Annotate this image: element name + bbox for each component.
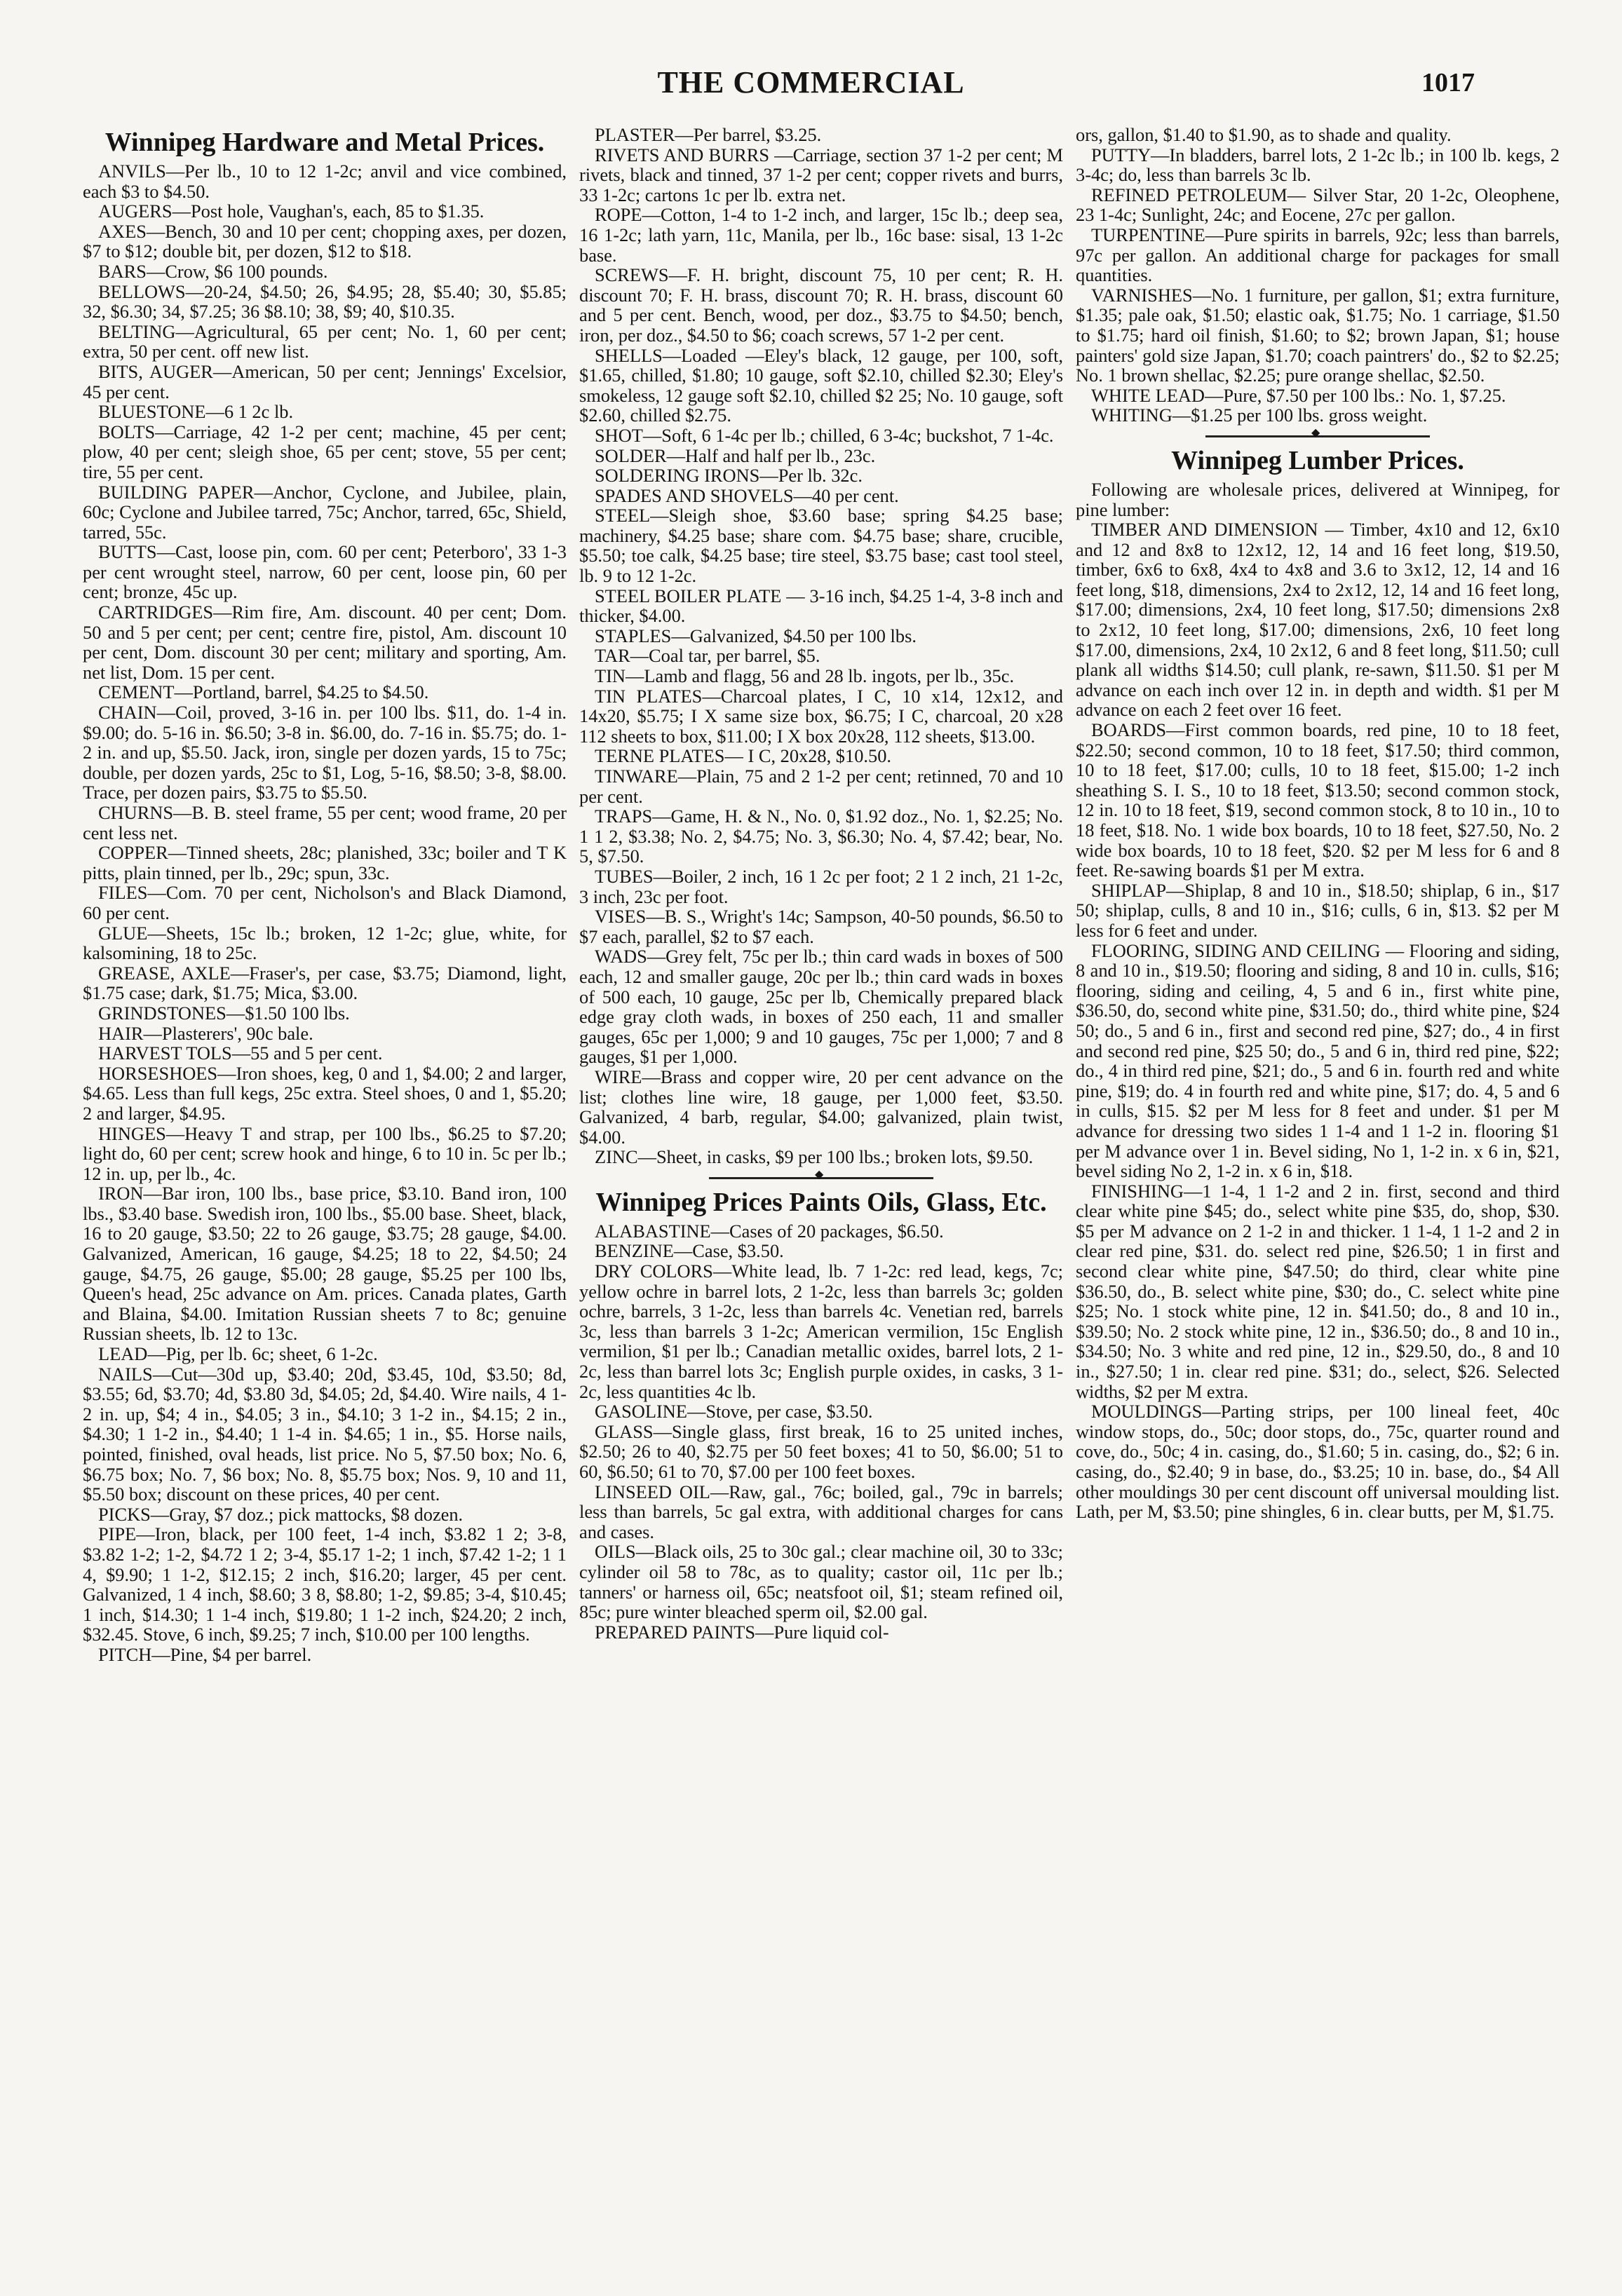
- price-entry: COPPER—Tinned sheets, 28c; planished, 33c; boiler and T K pitts, plain tinned, per lb., 29c; spun, 33c.: [83, 842, 567, 883]
- price-entry: TUBES—Boiler, 2 inch, 16 1 2c per foot; 2 1 2 inch, 21 1-2c, 3 inch, 23c per foot.: [579, 865, 1063, 907]
- price-entry: NAILS—Cut—30d up, $3.40; 20d, $3.45, 10d, $3.50; 8d, $3.55; 6d, $3.70; 4d, $3.80 3d, $4.05; 2d, $4.40. Wire nails, 4 1-2 in. up, $4; 4 in., $4.05; 3 in., $4.10; 3 1-2 in., $4.15; 2 in., $4.30; 1 1-2 in., $4.40; 1 1-4 in. $4.65; 1 in., $5. Horse nails, pointed, finished, oval heads, list price. No 5, $7.50 box; No. 6, $6.75 box; No. 7, $6 box; No. 8, $5.75 box; Nos. 9, 10 and 11, $5.50 box; discount on these prices, 40 per cent.: [83, 1363, 567, 1505]
- price-entry: BARS—Crow, $6 100 pounds.: [98, 260, 328, 282]
- section-title-paints: Winnipeg Prices Paints Oils, Glass, Etc.: [595, 1187, 1047, 1217]
- price-entry: STEEL—Sleigh shoe, $3.60 base; spring $4.25 base; machinery, $4.25 base; share com. $4.75 base; share, crucible, $5.50; toe calk, $4.25 base; tire steel, $3.75 base; cast tool steel, lb. 9 to 12 1-2c.: [579, 505, 1063, 587]
- price-entry: FLOORING, SIDING AND CEILING — Flooring and siding, 8 and 10 in., $19.50; flooring and siding, 8 and 10 in. culls, $16; flooring, siding and ceiling, 4, 5 and 6 in., first white pine, $36.50, do, second white pine, $31.50; do., third white pine, $24 50; do., 5 and 6 in., first and second red pine, $27; do., 4 in first and second red pine, $25 50; do., 5 and 6 in, third red pine, $22; do., 4 in third red pine, $21; do., 5 and 6 in. fourth red and white pine, $19; do. 4 in fourth red and white pine, $17; do. 4, 5 and 6 in culls, $15. $2 per M less for 8 feet and under. $1 per M advance for dressing two sides 1 1-4 and 1 1-2 in. flooring $1 per M advance over 1 in. Bevel siding, No 1, 1-2 in. x 6 in, $21, bevel siding No 2, 1-2 in. x 6 in, $18.: [1076, 939, 1560, 1182]
- price-entry: SHOT—Soft, 6 1-4c per lb.; chilled, 6 3-4c; buckshot, 7 1-4c.: [595, 424, 1054, 446]
- price-entry: BOLTS—Carriage, 42 1-2 per cent; machine, 45 per cent; plow, 40 per cent; sleigh shoe, 65 per cent; stove, 55 per cent; tire, 55 per cent.: [83, 421, 567, 482]
- price-entry: FILES—Com. 70 per cent, Nicholson's and Black Diamond, 60 per cent.: [83, 882, 567, 923]
- section-divider: [709, 1177, 933, 1179]
- price-entry: STAPLES—Galvanized, $4.50 per 100 lbs.: [595, 625, 917, 646]
- section-divider: [1205, 435, 1430, 437]
- hardware-price-list: [83, 161, 567, 1665]
- price-entry: HARVEST TOLS—55 and 5 per cent.: [98, 1042, 383, 1064]
- paints-continued-text: ors, gallon, $1.40 to $1.90, as to shade and quality.: [1076, 125, 1452, 145]
- price-entry: BENZINE—Case, $3.50.: [595, 1240, 784, 1262]
- lumber-price-list: [1076, 519, 1560, 1522]
- price-entry: HINGES—Heavy T and strap, per 100 lbs., $6.25 to $7.20; light do, 60 per cent; screw hook and hinge, 6 to 10 in. 5c per lb.; 12 in. up, per lb., 4c.: [83, 1122, 567, 1184]
- price-entry: VARNISHES—No. 1 furniture, per gallon, $1; extra furniture, $1.35; pale oak, $1.50; elastic oak, $1.75; No. 1 carriage, $1.50 to $1.75; hard oil finish, $1.60; to $2; brown Japan, $1; house painters' gold size Japan, $1.70; coach paintrers' do., $2 to $2.25; No. 1 brown shellac, $2.25; pure orange shellac, $2.50.: [1076, 284, 1560, 386]
- price-entry: GASOLINE—Stove, per case, $3.50.: [595, 1401, 873, 1422]
- price-entry: TAR—Coal tar, per barrel, $5.: [595, 645, 820, 667]
- column-hardware: [83, 125, 567, 2270]
- price-entry: FINISHING—1 1-4, 1 1-2 and 2 in. first, second and third clear white pine $45; do., select white pine $35, do, shop, $30. $5 per M advance on 2 1-2 in and thicker. 1 1-4, 1 1-2 and 2 in clear red pine, $31. do. select red pine, $26.50; 1 in first and second clear white pine, $47.50; do third, clear white pine $36.50, do., B. select white pine, $30; do., C. select white pine $25; No. 1 stock white pine, 12 in. $41.50; do., 8 and 10 in., $39.50; No. 2 stock white pine, 12 in., $36.50; do., 8 and 10 in., $34.50; No. 3 white and red pine, 12 in., $29.50, do., 8 and 10 in., $27.50; 1 in. clear red pine. $31; do., select, $26. Selected widths, $2 per M extra.: [1076, 1180, 1560, 1402]
- price-entry: SPADES AND SHOVELS—40 per cent.: [595, 484, 899, 506]
- price-entry: LINSEED OIL—Raw, gal., 76c; boiled, gal., 79c in barrels; less than barrels, 5c gal extra, with additional charges for cans and cases.: [579, 1481, 1063, 1542]
- price-entry: BUILDING PAPER—Anchor, Cyclone, and Jubilee, plain, 60c; Cyclone and Jubilee tarred, 75c; Anchor, tarred, 65c, Shield, tarred, 55c.: [83, 481, 567, 543]
- price-entry: HAIR—Plasterers', 90c bale.: [98, 1022, 313, 1044]
- price-entry: GLUE—Sheets, 15c lb.; broken, 12 1-2c; glue, white, for kalsomining, 18 to 25c.: [83, 922, 567, 964]
- price-entry: SCREWS—F. H. bright, discount 75, 10 per cent; R. H. discount 70; F. H. brass, discount 70; R. H. brass, discount 60 and 5 per cent. Bench, wood, per doz., $3.75 to $4.50; bench, iron, per doz., $4.50 to $6; coach screws, 57 1-2 per cent.: [579, 264, 1063, 346]
- price-entry: WIRE—Brass and copper wire, 20 per cent advance on the list; clothes line wire, 18 gauge, per 1,000 feet, $3.50. Galvanized, 4 barb, regular, $4.00; galvanized, plain twist, $4.00.: [579, 1066, 1063, 1148]
- section-title-hardware: Winnipeg Hardware and Metal Prices.: [104, 128, 545, 157]
- price-entry: ANVILS—Per lb., 10 to 12 1-2c; anvil and vice combined, each $3 to $4.50.: [83, 161, 567, 202]
- price-entry: TURPENTINE—Pure spirits in barrels, 92c; less than barrels, 97c per gallon. An additional charge for packages for small quantities.: [1076, 224, 1560, 286]
- price-entry: GLASS—Single glass, first break, 16 to 25 united inches, $2.50; 26 to 40, $2.75 per 50 feet boxes; 41 to 50, $6.00; 51 to 60, $6.50; 61 to 70, $7.00 per 100 feet boxes.: [579, 1420, 1063, 1482]
- paints-price-list-continued: [1076, 145, 1560, 426]
- page-header-title: THE COMMERCIAL: [657, 65, 965, 100]
- price-entry: TIN—Lamb and flagg, 56 and 28 lb. ingots, per lb., 35c.: [595, 665, 1015, 687]
- price-entry: PICKS—Gray, $7 doz.; pick mattocks, $8 dozen.: [98, 1503, 464, 1525]
- price-entry: BUTTS—Cast, loose pin, com. 60 per cent; Peterboro', 33 1-3 per cent wrought steel, narrow, 60 per cent, loose pin, 60 per cent; bronze, 45c up.: [83, 541, 567, 603]
- price-entry: TERNE PLATES— I C, 20x28, $10.50.: [595, 745, 891, 767]
- price-entry: GREASE, AXLE—Fraser's, per case, $3.75; Diamond, light, $1.75 case; dark, $1.75; Mica, $3.00.: [83, 962, 567, 1004]
- column-hardware-continued: [579, 125, 1063, 2270]
- price-entry: TRAPS—Game, H. & N., No. 0, $1.92 doz., No. 1, $2.25; No. 1 1 2, $3.38; No. 2, $4.75; No. 3, $6.30; No. 4, $7.42; bear, No. 5, $7.50.: [579, 806, 1063, 867]
- price-entry: VISES—B. S., Wright's 14c; Sampson, 40-50 pounds, $6.50 to $7 each, parallel, $2 to $7 each.: [579, 906, 1063, 947]
- price-entry: TIMBER AND DIMENSION — Timber, 4x10 and 12, 6x10 and 12 and 8x8 to 12x12, 12, 14 and 16 feet long, $19.50, timber, 6x6 to 6x8, 4x4 to 4x8 and 3.6 to 3x12, 12, 14 and 16 feet long, $18, dimensions, 2x4 to 2x12, 12, 14 and 16 feet long, $17.00; dimensions, 2x4, 10 feet long, $17.50; dimensions 2x8 to 2x12, 10 feet long, $17.00; dimensions, 2x6, 10 feet long $17.00, dimensions, 2x4, 10 2x12, 6 and 8 feet long, $11.50; cull plank all widths $14.50; cull plank, re-sawn, $11.50. $1 per M advance on each inch over 12 in. in depth and width. $1 per M advance on each 2 feet over 16 feet.: [1076, 519, 1560, 721]
- price-entry: BELTING—Agricultural, 65 per cent; No. 1, 60 per cent; extra, 50 per cent. off new list.: [83, 320, 567, 362]
- price-entry: TINWARE—Plain, 75 and 2 1-2 per cent; retinned, 70 and 10 per cent.: [579, 766, 1063, 807]
- price-entry: SHELLS—Loaded —Eley's black, 12 gauge, per 100, soft, $1.65, chilled, $1.80; 10 gauge, soft $2.10, chilled $2.30; Eley's smokeless, 12 gauge soft $2.10, chilled $2 25; No. 10 gauge, soft $2.60, chilled $2.75.: [579, 344, 1063, 426]
- paints-price-list: [579, 1221, 1063, 1642]
- price-entry: HORSESHOES—Iron shoes, keg, 0 and 1, $4.00; 2 and larger, $4.65. Less than full kegs, 25c extra. Steel shoes, 0 and 1, $5.20; 2 and larger, $4.95.: [83, 1062, 567, 1124]
- price-entry: CARTRIDGES—Rim fire, Am. discount. 40 per cent; Dom. 50 and 5 per cent; per cent; centre fire, pistol, Am. discount 10 per cent, Dom. discount 30 per cent; military and sporting, Am. net list, Dom. 15 per cent.: [83, 602, 567, 683]
- price-entry: STEEL BOILER PLATE — 3-16 inch, $4.25 1-4, 3-8 inch and thicker, $4.00.: [579, 585, 1063, 627]
- price-entry: RIVETS AND BURRS —Carriage, section 37 1-2 per cent; M rivets, black and tinned, 37 1-2 per cent; copper rivets and burrs, 33 1-2c; cartons 1c per lb. extra net.: [579, 144, 1063, 205]
- price-entry: PITCH—Pine, $4 per barrel.: [98, 1643, 312, 1665]
- price-entry: DRY COLORS—White lead, lb. 7 1-2c: red lead, kegs, 7c; yellow ochre in barrel lots, 2 1-2c, less than barrels 3c; golden ochre, barrels, 3 1-2c, less than barrels 4c. Venetian red, barrels 3c, less than barrels 3 1-2c; American vermilion, 15c English vermilion, $1 per lb.; Canadian metallic oxides, barrel lots, 2 1-2c, less than barrel lots 3c; English purple oxides, in casks, 3 1-2c, less quantities 4c lb.: [579, 1261, 1063, 1402]
- price-entry: BOARDS—First common boards, red pine, 10 to 18 feet, $22.50; second common, 10 to 18 feet, $17.50; third common, 10 to 18 feet, $17.00; culls, 10 to 18 feet, $15.00; 1-2 inch sheathing S. I. S., 10 to 18 feet, $13.50; second common stock, 12 in. 10 to 18 feet, $19, second common stock, 8 to 10 in., 10 to 18 feet, $18. No. 1 wide box boards, 10 to 18 feet, $27.50, No. 2 wide box boards, 10 to 18 feet, $20. $2 per M less for 6 and 8 feet. Re-sawing boards $1 per M extra.: [1076, 719, 1560, 881]
- price-entry: TIN PLATES—Charcoal plates, I C, 10 x14, 12x12, and 14x20, $5.75; I X same size box, $6.75; I C, charcoal, 20 x28 112 sheets to box, $11.00; I X box 20x28, 112 sheets, $13.00.: [579, 685, 1063, 747]
- price-entry: REFINED PETROLEUM— Silver Star, 20 1-2c, Oleophene, 23 1-4c; Sunlight, 24c; and Eocene, 27c per gallon.: [1076, 184, 1560, 226]
- price-entry: GRINDSTONES—$1.50 100 lbs.: [98, 1002, 350, 1024]
- price-entry: ROPE—Cotton, 1-4 to 1-2 inch, and larger, 15c lb.; deep sea, 16 1-2c; lath yarn, 11c, Manila, per lb., 16c base: sisal, 13 1-2c base.: [579, 204, 1063, 266]
- price-entry: CHAIN—Coil, proved, 3-16 in. per 100 lbs. $11, do. 1-4 in. $9.00; do. 5-16 in. $6.50; 3-8 in. $6.00, do. 7-16 in. $5.75; do. 1-2 in. and up, $5.50. Jack, iron, single per dozen yards, 15 to 75c; double, per dozen yards, 25c to $1, Log, 5-16, $8.50; 3-8, $8.00. Trace, per dozen pairs, $3.75 to $5.50.: [83, 702, 567, 803]
- price-entry: AXES—Bench, 30 and 10 per cent; chopping axes, per dozen, $7 to $12; double bit, per dozen, $12 to $18.: [83, 220, 567, 262]
- section-title-lumber: Winnipeg Lumber Prices.: [1171, 445, 1464, 475]
- price-entry: SOLDER—Half and half per lb., 23c.: [595, 444, 876, 466]
- price-entry: BLUESTONE—6 1 2c lb.: [98, 401, 294, 423]
- price-entry: SHIPLAP—Shiplap, 8 and 10 in., $18.50; shiplap, 6 in., $17 50; shiplap, culls, 8 and 10 in., $16; culls, 6 in, $13. $2 per M less for 6 feet and under.: [1076, 879, 1560, 941]
- price-entry: WHITING—$1.25 per 100 lbs. gross weight.: [1091, 405, 1428, 426]
- hardware-price-list-continued: [579, 125, 1063, 1167]
- price-entry: MOULDINGS—Parting strips, per 100 lineal feet, 40c window stops, do., 50c; door stops, do., 75c, quarter round and cove, do., 50c; 4 in. casing, do., $1.60; 5 in. casing, do., $2; 6 in. casing, do., $2.40; 9 in base, do., $3.25; 10 in. base, do., $4 All other mouldings 30 per cent discount off universal moulding list. Lath, per M, $3.50; pine shingles, 6 in. clear butts, per M, $1.75.: [1076, 1401, 1560, 1523]
- price-entry: CEMENT—Portland, barrel, $4.25 to $4.50.: [98, 681, 429, 703]
- price-entry: CHURNS—B. B. steel frame, 55 per cent; wood frame, 20 per cent less net.: [83, 802, 567, 843]
- page-number: 1017: [1421, 68, 1475, 97]
- price-entry: ZINC—Sheet, in casks, $9 per 100 lbs.; broken lots, $9.50.: [595, 1146, 1034, 1168]
- price-entry: ALABASTINE—Cases of 20 packages, $6.50.: [595, 1220, 944, 1242]
- price-entry: SOLDERING IRONS—Per lb. 32c.: [595, 465, 863, 487]
- price-entry: AUGERS—Post hole, Vaughan's, each, 85 to $1.35.: [98, 201, 485, 222]
- price-entry: BELLOWS—20-24, $4.50; 26, $4.95; 28, $5.40; 30, $5.85; 32, $6.30; 34, $7.25; 36 $8.10; 38, $9; 40, $10.35.: [83, 280, 567, 322]
- price-entry: WADS—Grey felt, 75c per lb.; thin card wads in boxes of 500 each, 12 and smaller gauge, 20c per lb.; thin card wads in boxes of 500 each, 10 gauge, 25c per lb, Chemically prepared black edge gray cloth wads, in boxes of 250 each, 11 and smaller gauges, 65c per 1,000; 9 and 10 gauges, 75c per 1,000; 7 and 8 gauges, $1 per 1,000.: [579, 946, 1063, 1068]
- price-entry: WHITE LEAD—Pure, $7.50 per 100 lbs.: No. 1, $7.25.: [1091, 384, 1506, 406]
- price-entry: IRON—Bar iron, 100 lbs., base price, $3.10. Band iron, 100 lbs., $3.40 base. Swedish iron, 100 lbs., $5.00 base. Sheet, black, 16 to 20 gauge, $3.50; 22 to 26 gauge, $3.75; 28 gauge, $4.00. Galvanized, American, 16 gauge, $4.25; 18 to 22, $4.50; 24 gauge, $4.75, 26 gauge, $5.00; 28 gauge, $5.25 per 100 lbs, Queen's head, 25c advance on Am. prices. Canada plates, Garth and Blaina, $4.00. Imitation Russian sheets 7 to 8c; genuine Russian sheets, lb. 12 to 13c.: [83, 1183, 567, 1345]
- price-entry: PREPARED PAINTS—Pure liquid col-: [595, 1621, 889, 1643]
- price-entry: LEAD—Pig, per lb. 6c; sheet, 6 1-2c.: [98, 1343, 378, 1365]
- price-entry: PIPE—Iron, black, per 100 feet, 1-4 inch, $3.82 1 2; 3-8, $3.82 1-2; 1-2, $4.72 1 2; 3-4, $5.17 1-2; 1 inch, $7.42 1-2; 1 1 4, $9.90; 1 1-2, $12.15; 2 inch, $16.20; larger, 45 per cent. Galvanized, 1 4 inch, $8.60; 3 8, $8.80; 1-2, $9.85; 3-4, $10.45; 1 inch, $14.30; 1 1-4 inch, $19.80; 1 1-2 inch, $24.20; 2 inch, $32.45. Stove, 6 inch, $9.25; 7 inch, $10.00 per 100 lengths.: [83, 1523, 567, 1645]
- column-lumber: [1076, 125, 1560, 2270]
- price-entry: PLASTER—Per barrel, $3.25.: [595, 125, 822, 145]
- price-entry: OILS—Black oils, 25 to 30c gal.; clear machine oil, 30 to 33c; cylinder oil 58 to 78c, as to quality; castor oil, 11c per lb.; tanners' or harness oil, 65c; neatsfoot oil, $1; steam refined oil, 85c; pure winter bleached sperm oil, $2.00 gal.: [579, 1541, 1063, 1623]
- lumber-intro: Following are wholesale prices, delivered at Winnipeg, for pine lumber:: [1076, 478, 1560, 520]
- price-entry: PUTTY—In bladders, barrel lots, 2 1-2c lb.; in 100 lb. kegs, 2 3-4c; do, less than barrels 3c lb.: [1076, 144, 1560, 186]
- price-entry: BITS, AUGER—American, 50 per cent; Jennings' Excelsior, 45 per cent.: [83, 360, 567, 402]
